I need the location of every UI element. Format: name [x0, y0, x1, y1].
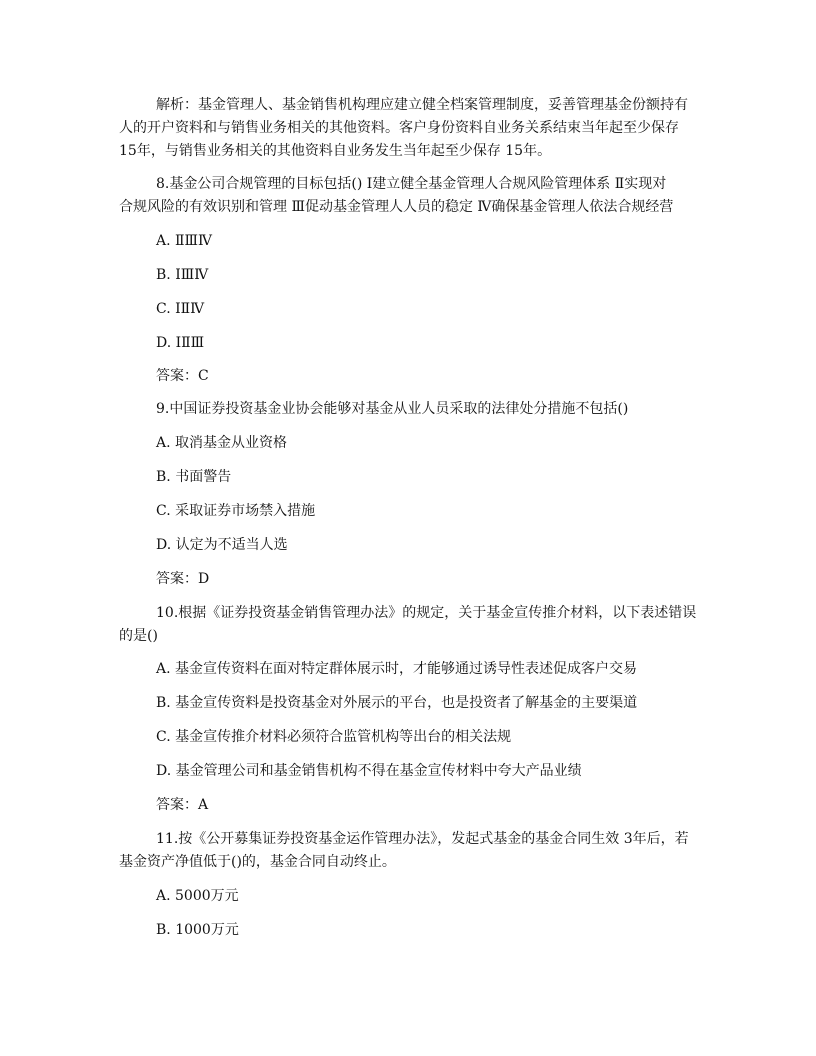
q8-stem-line-2: 合规风险的有效识别和管理 Ⅲ促动基金管理人人员的稳定 Ⅳ确保基金管理人依法合规经营 — [119, 199, 674, 215]
q8-option-b: B. ⅠⅢⅣ — [156, 267, 209, 283]
q10-option-c: C. 基金宣传推介材料必须符合监管机构等出台的相关法规 — [156, 729, 512, 745]
q11-option-a: A. 5000万元 — [156, 888, 239, 904]
q8-option-a: A. ⅡⅢⅣ — [156, 233, 213, 249]
q9-option-d: D. 认定为不适当人选 — [156, 537, 288, 553]
q8-option-c: C. ⅠⅡⅣ — [156, 301, 205, 317]
q8-option-d: D. ⅠⅡⅢ — [156, 335, 205, 351]
explanation-line-3: 15年，与销售业务相关的其他资料自业务发生当年起至少保存 15年。 — [119, 143, 552, 159]
explanation-line-2: 人的开户资料和与销售业务相关的其他资料。客户身份资料自业务关系结束当年起至少保存 — [119, 120, 679, 136]
q9-option-a: A. 取消基金从业资格 — [156, 435, 288, 451]
q10-answer: 答案：A — [156, 797, 209, 813]
q8-answer: 答案：C — [156, 368, 209, 384]
q9-stem: 9.中国证券投资基金业协会能够对基金从业人员采取的法律处分措施不包括() — [156, 401, 629, 417]
q10-option-a: A. 基金宣传资料在面对特定群体展示时，才能够通过诱导性表述促成客户交易 — [156, 661, 638, 677]
q9-answer: 答案：D — [156, 571, 210, 587]
q10-stem-line-1: 10.根据《证券投资基金销售管理办法》的规定，关于基金宣传推介材料，以下表述错误 — [156, 605, 697, 621]
q10-option-d: D. 基金管理公司和基金销售机构不得在基金宣传材料中夸大产品业绩 — [156, 763, 582, 779]
q9-option-b: B. 书面警告 — [156, 469, 232, 485]
q11-stem-line-2: 基金资产净值低于()的，基金合同自动终止。 — [119, 854, 396, 870]
q9-option-c: C. 采取证券市场禁入措施 — [156, 503, 316, 519]
q11-stem-line-1: 11.按《公开募集证券投资基金运作管理办法》，发起式基金的基金合同生效 3年后，若 — [156, 831, 689, 847]
q10-stem-line-2: 的是() — [119, 628, 158, 644]
explanation-line-1: 解析：基金管理人、基金销售机构理应建立健全档案管理制度，妥善管理基金份额持有 — [156, 97, 688, 113]
q11-option-b: B. 1000万元 — [156, 922, 239, 938]
q10-option-b: B. 基金宣传资料是投资基金对外展示的平台，也是投资者了解基金的主要渠道 — [156, 695, 638, 711]
q8-stem-line-1: 8.基金公司合规管理的目标包括() Ⅰ建立健全基金管理人合规风险管理体系 Ⅱ实现对 — [156, 176, 667, 192]
